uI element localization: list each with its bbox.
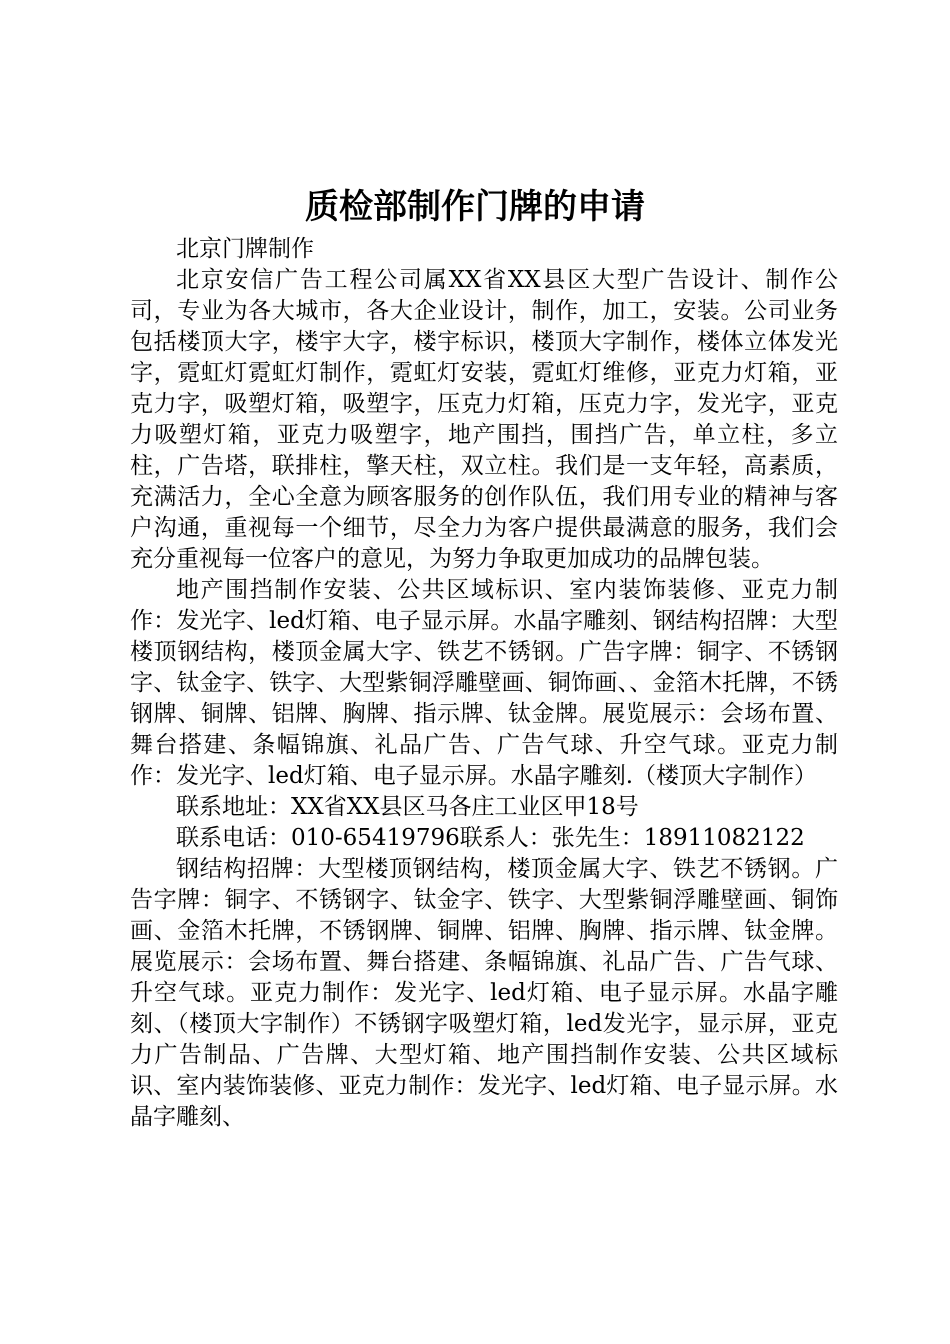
paragraph-heading: 北京门牌制作 xyxy=(176,236,314,262)
document-body xyxy=(130,234,838,1133)
paragraph-phone: 联系电话：010-65419796联系人：张先生：18911082122 xyxy=(176,825,805,851)
document-title: 质检部制作门牌的申请 xyxy=(305,187,645,227)
paragraph-address: 联系地址：XX省XX县区马各庄工业区甲18号 xyxy=(176,794,639,820)
paragraph-company-intro: 北京安信广告工程公司属XX省XX县区大型广告设计、制作公司，专业为各大城市，各大企业设计，制作，加工，安装。公司业务包括楼顶大字，楼宇大字，楼宇标识，楼顶大字制作，楼体立体发光字，霓虹灯霓虹灯制作，霓虹灯安装，霓虹灯维修，亚克力灯箱，亚克力字，吸塑灯箱，吸塑字，压克力灯箱，压克力字，发光字，亚克力吸塑灯箱，亚克力吸塑字，地产围挡，围挡广告，单立柱，多立柱，广告塔，联排柱，擎天柱，双立柱。我们是一支年轻，高素质，充满活力，全心全意为顾客服务的创作队伍，我们用专业的精神与客户沟通，重视每一个细节，尽全力为客户提供最满意的服务，我们会充分重视每一位客户的意见，为努力争取更加成功的品牌包装。 xyxy=(130,267,838,572)
paragraph-steel-signs: 钢结构招牌：大型楼顶钢结构，楼顶金属大字、铁艺不锈钢。广告字牌：铜字、不锈钢字、钛金字、铁字、大型紫铜浮雕壁画、铜饰画、金箔木托牌，不锈钢牌、铜牌、铝牌、胸牌、指示牌、钛金牌。展览展示：会场布置、舞台搭建、条幅锦旗、礼品广告、广告气球、升空气球。亚克力制作：发光字、led灯箱、电子显示屏。水晶字雕刻、（楼顶大字制作）不锈钢字吸塑灯箱，led发光字，显示屏，亚克力广告制品、广告牌、大型灯箱、地产围挡制作安装、公共区域标识、室内装饰装修、亚克力制作：发光字、led灯箱、电子显示屏。水晶字雕刻、 xyxy=(130,856,838,1130)
paragraph-services: 地产围挡制作安装、公共区域标识、室内装饰装修、亚克力制作：发光字、led灯箱、电子显示屏。水晶字雕刻、钢结构招牌：大型楼顶钢结构，楼顶金属大字、铁艺不锈钢。广告字牌：铜字、不锈钢字、钛金字、铁字、大型紫铜浮雕壁画、铜饰画、、金箔木托牌，不锈钢牌、铜牌、铝牌、胸牌、指示牌、钛金牌。展览展示：会场布置、舞台搭建、条幅锦旗、礼品广告、广告气球、升空气球。亚克力制作：发光字、led灯箱、电子显示屏。水晶字雕刻.（楼顶大字制作） xyxy=(130,577,838,789)
